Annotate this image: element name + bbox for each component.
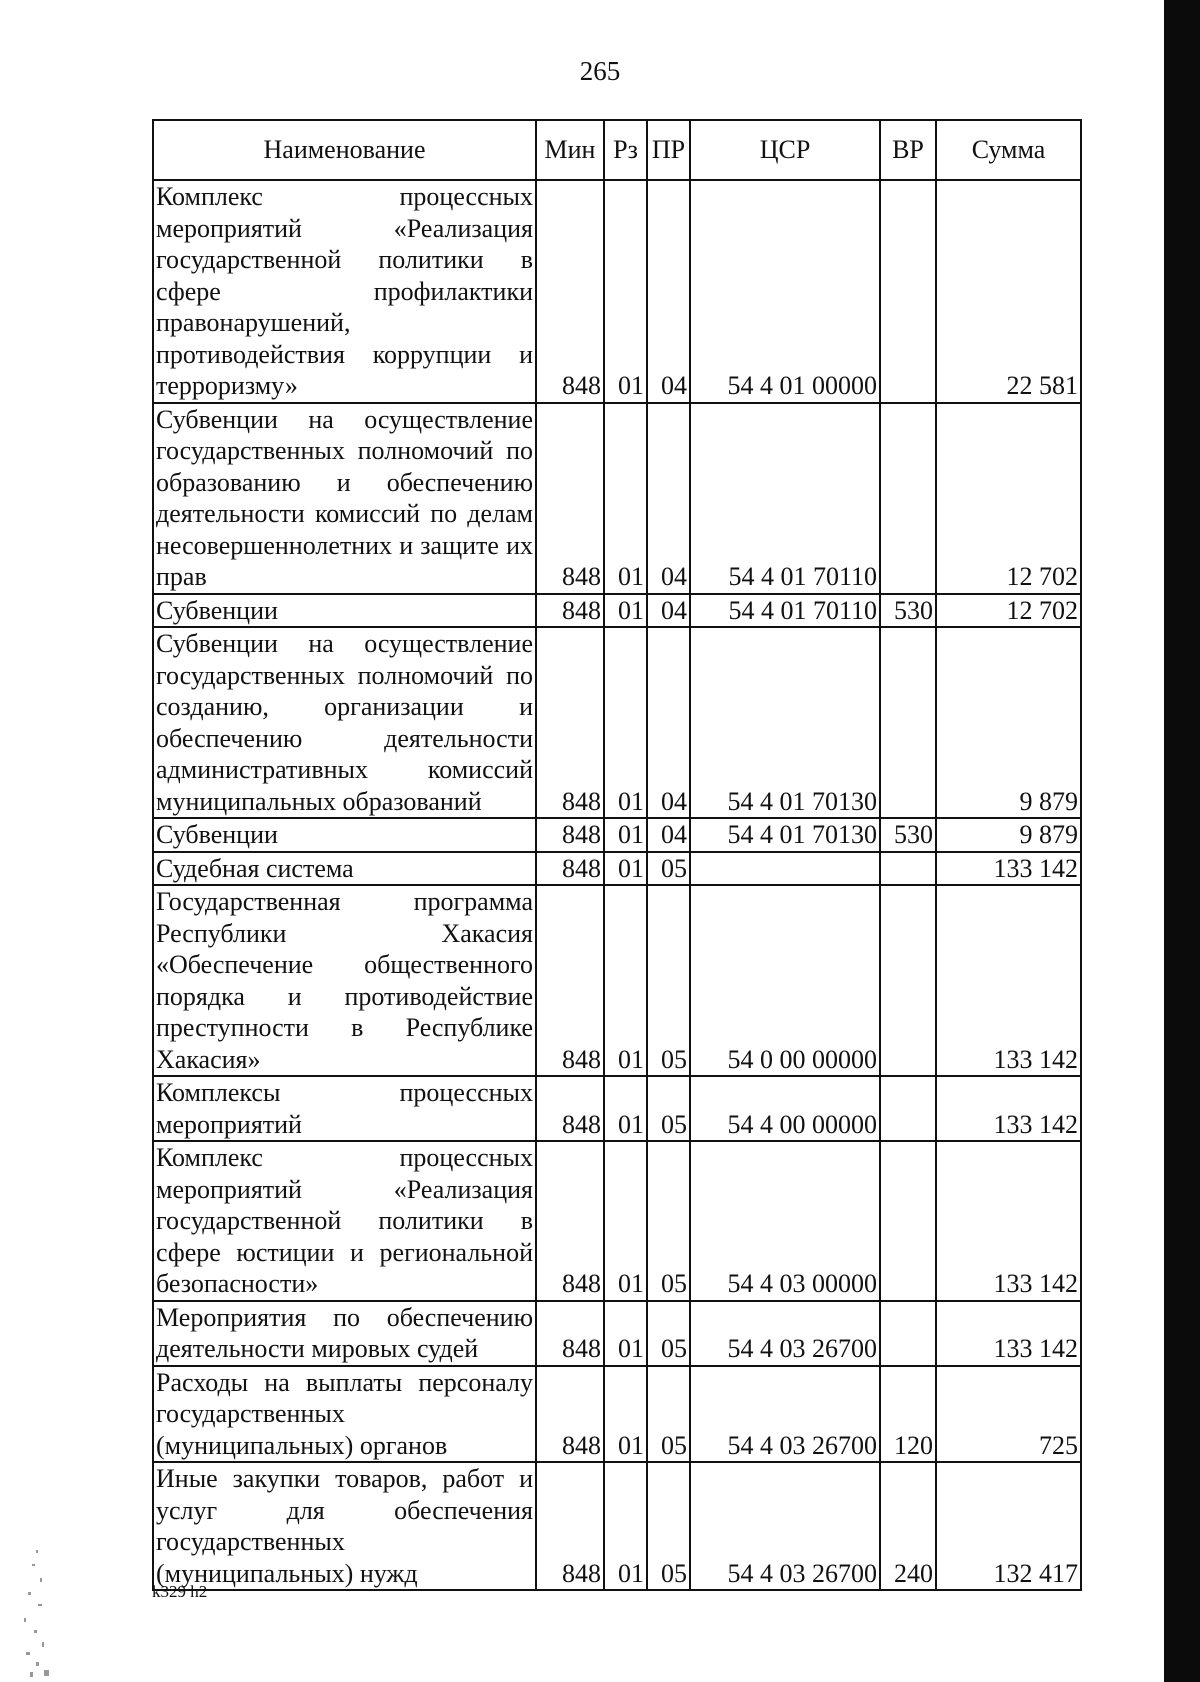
row-sum: 12 702 xyxy=(936,403,1081,594)
row-vr xyxy=(880,627,936,818)
row-name: Комплексы процессных мероприятий xyxy=(153,1076,536,1141)
header-rz: Рз xyxy=(604,120,647,180)
header-vr: ВР xyxy=(880,120,936,180)
table-row xyxy=(153,627,1081,818)
row-min: 848 xyxy=(536,1141,604,1301)
row-rz: 01 xyxy=(604,1141,647,1301)
table-row xyxy=(153,818,1081,852)
row-min: 848 xyxy=(536,1366,604,1463)
row-vr xyxy=(880,852,936,886)
row-csr: 54 4 03 00000 xyxy=(690,1141,880,1301)
row-rz: 01 xyxy=(604,1462,647,1590)
row-vr xyxy=(880,403,936,594)
row-sum: 22 581 xyxy=(936,180,1081,403)
row-csr: 54 0 00 00000 xyxy=(690,885,880,1076)
row-vr xyxy=(880,180,936,403)
table-row xyxy=(153,852,1081,886)
row-sum: 9 879 xyxy=(936,818,1081,852)
row-name: Иные закупки товаров, работ и услуг для обеспечения государственных (муниципальных) нужд xyxy=(153,1462,536,1590)
row-sum: 133 142 xyxy=(936,852,1081,886)
table-row xyxy=(153,885,1081,1076)
row-rz: 01 xyxy=(604,852,647,886)
row-csr: 54 4 01 70130 xyxy=(690,818,880,852)
row-pr: 04 xyxy=(647,627,690,818)
row-sum: 133 142 xyxy=(936,1301,1081,1366)
row-pr: 04 xyxy=(647,180,690,403)
row-csr: 54 4 00 00000 xyxy=(690,1076,880,1141)
row-rz: 01 xyxy=(604,818,647,852)
table-row xyxy=(153,403,1081,594)
table-row xyxy=(153,1462,1081,1590)
table-row xyxy=(153,1301,1081,1366)
row-csr: 54 4 03 26700 xyxy=(690,1301,880,1366)
row-rz: 01 xyxy=(604,885,647,1076)
row-sum: 9 879 xyxy=(936,627,1081,818)
row-name: Субвенции на осуществление государственных полномочий по образованию и обеспечению деятельности комиссий по делам несовершеннолетних и защите их прав xyxy=(153,403,536,594)
row-sum: 133 142 xyxy=(936,1141,1081,1301)
row-vr: 530 xyxy=(880,818,936,852)
row-name: Субвенции xyxy=(153,818,536,852)
row-rz: 01 xyxy=(604,627,647,818)
row-pr: 04 xyxy=(647,594,690,628)
header-name: Наименование xyxy=(153,120,536,180)
table-row xyxy=(153,1076,1081,1141)
row-csr: 54 4 03 26700 xyxy=(690,1462,880,1590)
table-row xyxy=(153,1141,1081,1301)
row-pr: 05 xyxy=(647,1076,690,1141)
row-name: Судебная система xyxy=(153,852,536,886)
budget-table xyxy=(152,119,1082,1591)
row-name: Комплекс процессных мероприятий «Реализация государственной политики в сфере профилактики правонарушений, противодействия коррупции и терроризму» xyxy=(153,180,536,403)
row-sum: 12 702 xyxy=(936,594,1081,628)
row-vr xyxy=(880,1301,936,1366)
row-pr: 05 xyxy=(647,885,690,1076)
row-vr: 240 xyxy=(880,1462,936,1590)
row-min: 848 xyxy=(536,885,604,1076)
row-pr: 05 xyxy=(647,1462,690,1590)
row-rz: 01 xyxy=(604,1366,647,1463)
row-min: 848 xyxy=(536,180,604,403)
row-sum: 133 142 xyxy=(936,885,1081,1076)
scan-edge-bar xyxy=(1164,0,1200,1682)
row-csr: 54 4 01 70110 xyxy=(690,403,880,594)
table-row xyxy=(153,1366,1081,1463)
header-sum: Сумма xyxy=(936,120,1081,180)
row-sum: 133 142 xyxy=(936,1076,1081,1141)
table-row xyxy=(153,594,1081,628)
row-name: Комплекс процессных мероприятий «Реализация государственной политики в сфере юстиции и региональной безопасности» xyxy=(153,1141,536,1301)
row-min: 848 xyxy=(536,627,604,818)
page-number: 265 xyxy=(579,56,621,86)
row-vr: 120 xyxy=(880,1366,936,1463)
row-pr: 05 xyxy=(647,1141,690,1301)
row-csr: 54 4 03 26700 xyxy=(690,1366,880,1463)
row-rz: 01 xyxy=(604,1301,647,1366)
header-pr: ПР xyxy=(647,120,690,180)
row-sum: 725 xyxy=(936,1366,1081,1463)
header-csr: ЦСР xyxy=(690,120,880,180)
row-sum: 132 417 xyxy=(936,1462,1081,1590)
row-csr: 54 4 01 70110 xyxy=(690,594,880,628)
header-min: Мин xyxy=(536,120,604,180)
row-vr: 530 xyxy=(880,594,936,628)
scan-noise-artifact xyxy=(14,1540,54,1682)
row-name: Расходы на выплаты персоналу государственных (муниципальных) органов xyxy=(153,1366,536,1463)
row-csr xyxy=(690,852,880,886)
row-name: Субвенции xyxy=(153,594,536,628)
row-min: 848 xyxy=(536,594,604,628)
row-vr xyxy=(880,1076,936,1141)
row-pr: 04 xyxy=(647,818,690,852)
footer-code: k329 h2 xyxy=(152,1582,208,1601)
row-min: 848 xyxy=(536,818,604,852)
table-header-row xyxy=(153,120,1081,180)
row-name: Субвенции на осуществление государственных полномочий по созданию, организации и обеспечению деятельности административных комиссий муниципальных образований xyxy=(153,627,536,818)
row-rz: 01 xyxy=(604,594,647,628)
row-min: 848 xyxy=(536,852,604,886)
table-row xyxy=(153,180,1081,403)
row-csr: 54 4 01 70130 xyxy=(690,627,880,818)
row-pr: 05 xyxy=(647,1301,690,1366)
row-name: Государственная программа Республики Хакасия «Обеспечение общественного порядка и противодействие преступности в Республике Хакасия» xyxy=(153,885,536,1076)
row-min: 848 xyxy=(536,1301,604,1366)
row-min: 848 xyxy=(536,403,604,594)
row-pr: 05 xyxy=(647,1366,690,1463)
row-pr: 04 xyxy=(647,403,690,594)
row-name: Мероприятия по обеспечению деятельности мировых судей xyxy=(153,1301,536,1366)
row-rz: 01 xyxy=(604,403,647,594)
row-pr: 05 xyxy=(647,852,690,886)
row-min: 848 xyxy=(536,1462,604,1590)
row-csr: 54 4 01 00000 xyxy=(690,180,880,403)
row-vr xyxy=(880,885,936,1076)
row-rz: 01 xyxy=(604,1076,647,1141)
row-vr xyxy=(880,1141,936,1301)
row-min: 848 xyxy=(536,1076,604,1141)
row-rz: 01 xyxy=(604,180,647,403)
